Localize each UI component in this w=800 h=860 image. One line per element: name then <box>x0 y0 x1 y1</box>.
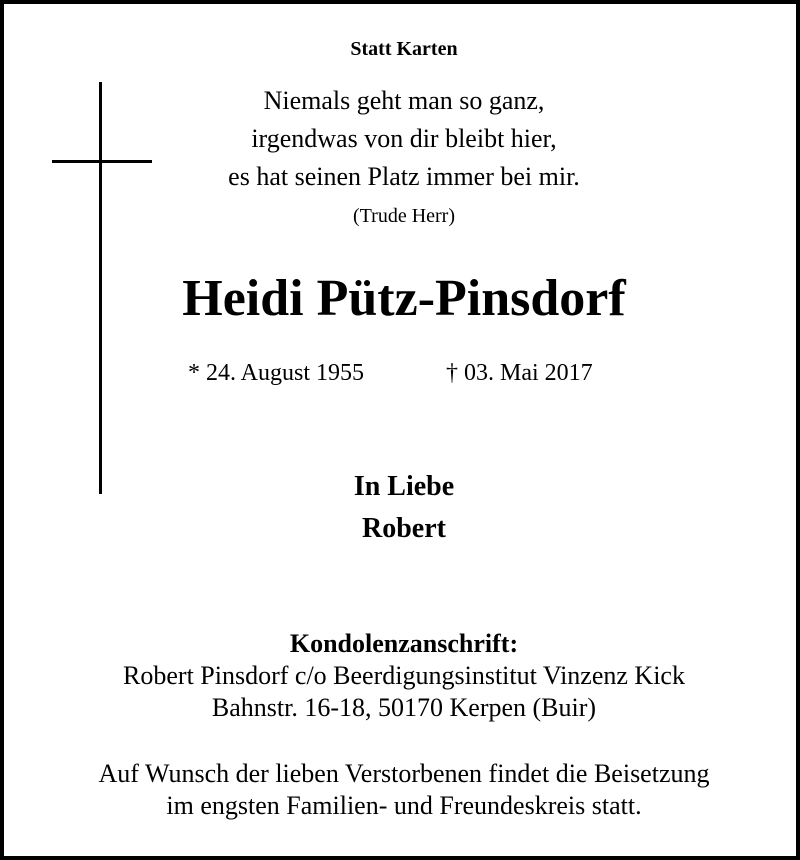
burial-note-line-1: Auf Wunsch der lieben Verstorbenen findet die Beisetzung <box>98 759 710 788</box>
death-date: † 03. Mai 2017 <box>446 360 593 386</box>
condolence-address <box>4 628 800 724</box>
deceased-name: Heidi Pütz-Pinsdorf <box>182 270 626 327</box>
closing-phrase: In Liebe <box>353 471 455 502</box>
poem-line-2: irgendwas von dir bleibt hier, <box>251 124 557 153</box>
closing-signature: Robert <box>362 513 446 544</box>
condolence-line-2: Bahnstr. 16-18, 50170 Kerpen (Buir) <box>211 693 597 722</box>
condolence-line-1: Robert Pinsdorf c/o Beerdigungsinstitut Vinzenz Kick <box>123 661 685 690</box>
birth-date: * 24. August 1955 <box>188 360 365 386</box>
closing <box>4 466 800 550</box>
burial-note-line-2: im engsten Familien- und Freundeskreis statt. <box>166 791 642 820</box>
condolence-heading: Kondolenzanschrift: <box>289 629 519 658</box>
burial-note <box>4 758 800 822</box>
poem-line-1: Niemals geht man so ganz, <box>263 86 545 115</box>
life-dates <box>4 358 800 388</box>
header-statt-karten: Statt Karten <box>350 38 458 60</box>
poem-attribution: (Trude Herr) <box>352 205 455 227</box>
poem <box>4 82 800 196</box>
poem-line-3: es hat seinen Platz immer bei mir. <box>228 162 580 191</box>
